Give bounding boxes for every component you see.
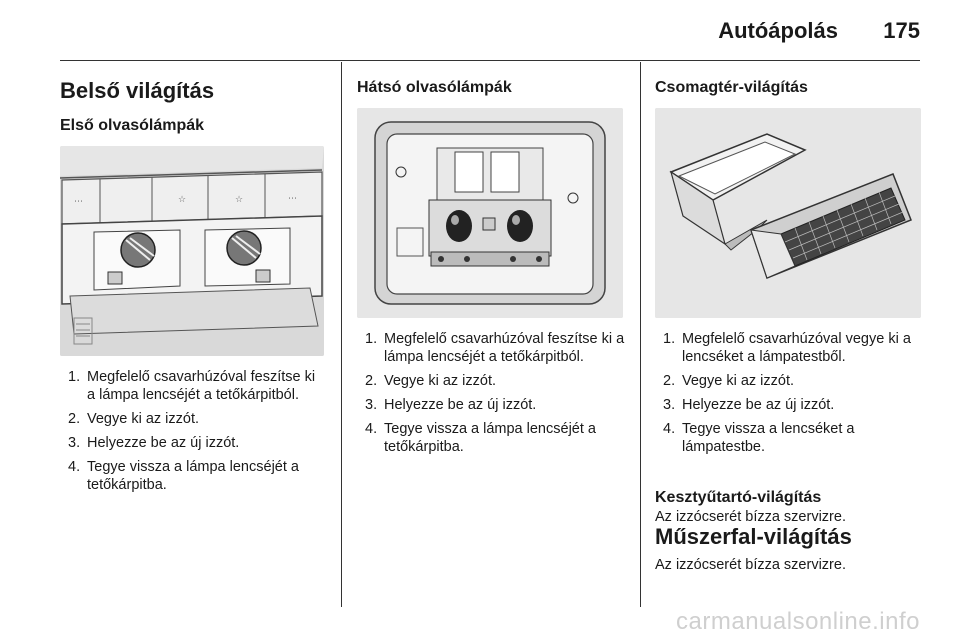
list-item: 4. Tegye vissza a lámpa lencséjét a tetőkárpitba. (68, 459, 299, 493)
glovebox-lighting-section (655, 488, 846, 526)
section-title: Autóápolás (718, 18, 838, 43)
step-list (60, 368, 326, 500)
list-item: 2. Vegye ki az izzót. (68, 411, 200, 427)
trunk-lamp-illustration (655, 108, 921, 318)
watermark: carmanualsonline.info (676, 608, 920, 635)
page-header (60, 0, 920, 61)
front-reading-lamp-illustration (60, 146, 324, 356)
list-item: 1. Megfelelő csavarhúzóval feszítse ki a lámpa lencséjét a tetőkárpitból. (365, 331, 625, 365)
dashboard-lighting-section (655, 524, 852, 574)
list-item: 3. Helyezze be az új izzót. (663, 397, 835, 413)
step-list (357, 330, 625, 462)
section-heading: Belső világítás (60, 78, 215, 103)
body-text: Az izzócserét bízza szervizre. (655, 557, 846, 573)
subsection-heading: Első olvasólámpák (60, 117, 205, 134)
list-item: 1. Megfelelő csavarhúzóval feszítse ki a lámpa lencséjét a tetőkárpitból. (68, 369, 316, 403)
svg-text:⋯: ⋯ (74, 197, 83, 207)
list-item: 3. Helyezze be az új izzót. (68, 435, 240, 451)
list-item: 4. Tegye vissza a lencséket a lámpatestbe. (663, 421, 855, 455)
list-item: 1. Megfelelő csavarhúzóval vegye ki a lencséket a lámpatestből. (663, 331, 911, 365)
rear-reading-lamp-illustration (357, 108, 623, 318)
list-item: 2. Vegye ki az izzót. (663, 373, 795, 389)
list-item: 2. Vegye ki az izzót. (365, 373, 497, 389)
subsection-heading: Hátsó olvasólámpák (357, 79, 512, 96)
subsection-heading: Csomagtér-világítás (655, 79, 808, 96)
section-heading: Műszerfal-világítás (655, 524, 852, 549)
page-number: 175 (883, 18, 920, 43)
svg-text:⋯: ⋯ (288, 194, 297, 204)
list-item: 3. Helyezze be az új izzót. (365, 397, 537, 413)
subsection-heading: Kesztyűtartó-világítás (655, 489, 822, 506)
svg-text:☆: ☆ (235, 195, 244, 205)
column-divider (341, 62, 342, 607)
list-item: 4. Tegye vissza a lámpa lencséjét a tetőkárpitba. (365, 421, 596, 455)
column-divider (640, 62, 641, 607)
step-list (655, 330, 925, 462)
body-text: Az izzócserét bízza szervizre. (655, 509, 846, 525)
svg-text:☆: ☆ (178, 195, 187, 205)
